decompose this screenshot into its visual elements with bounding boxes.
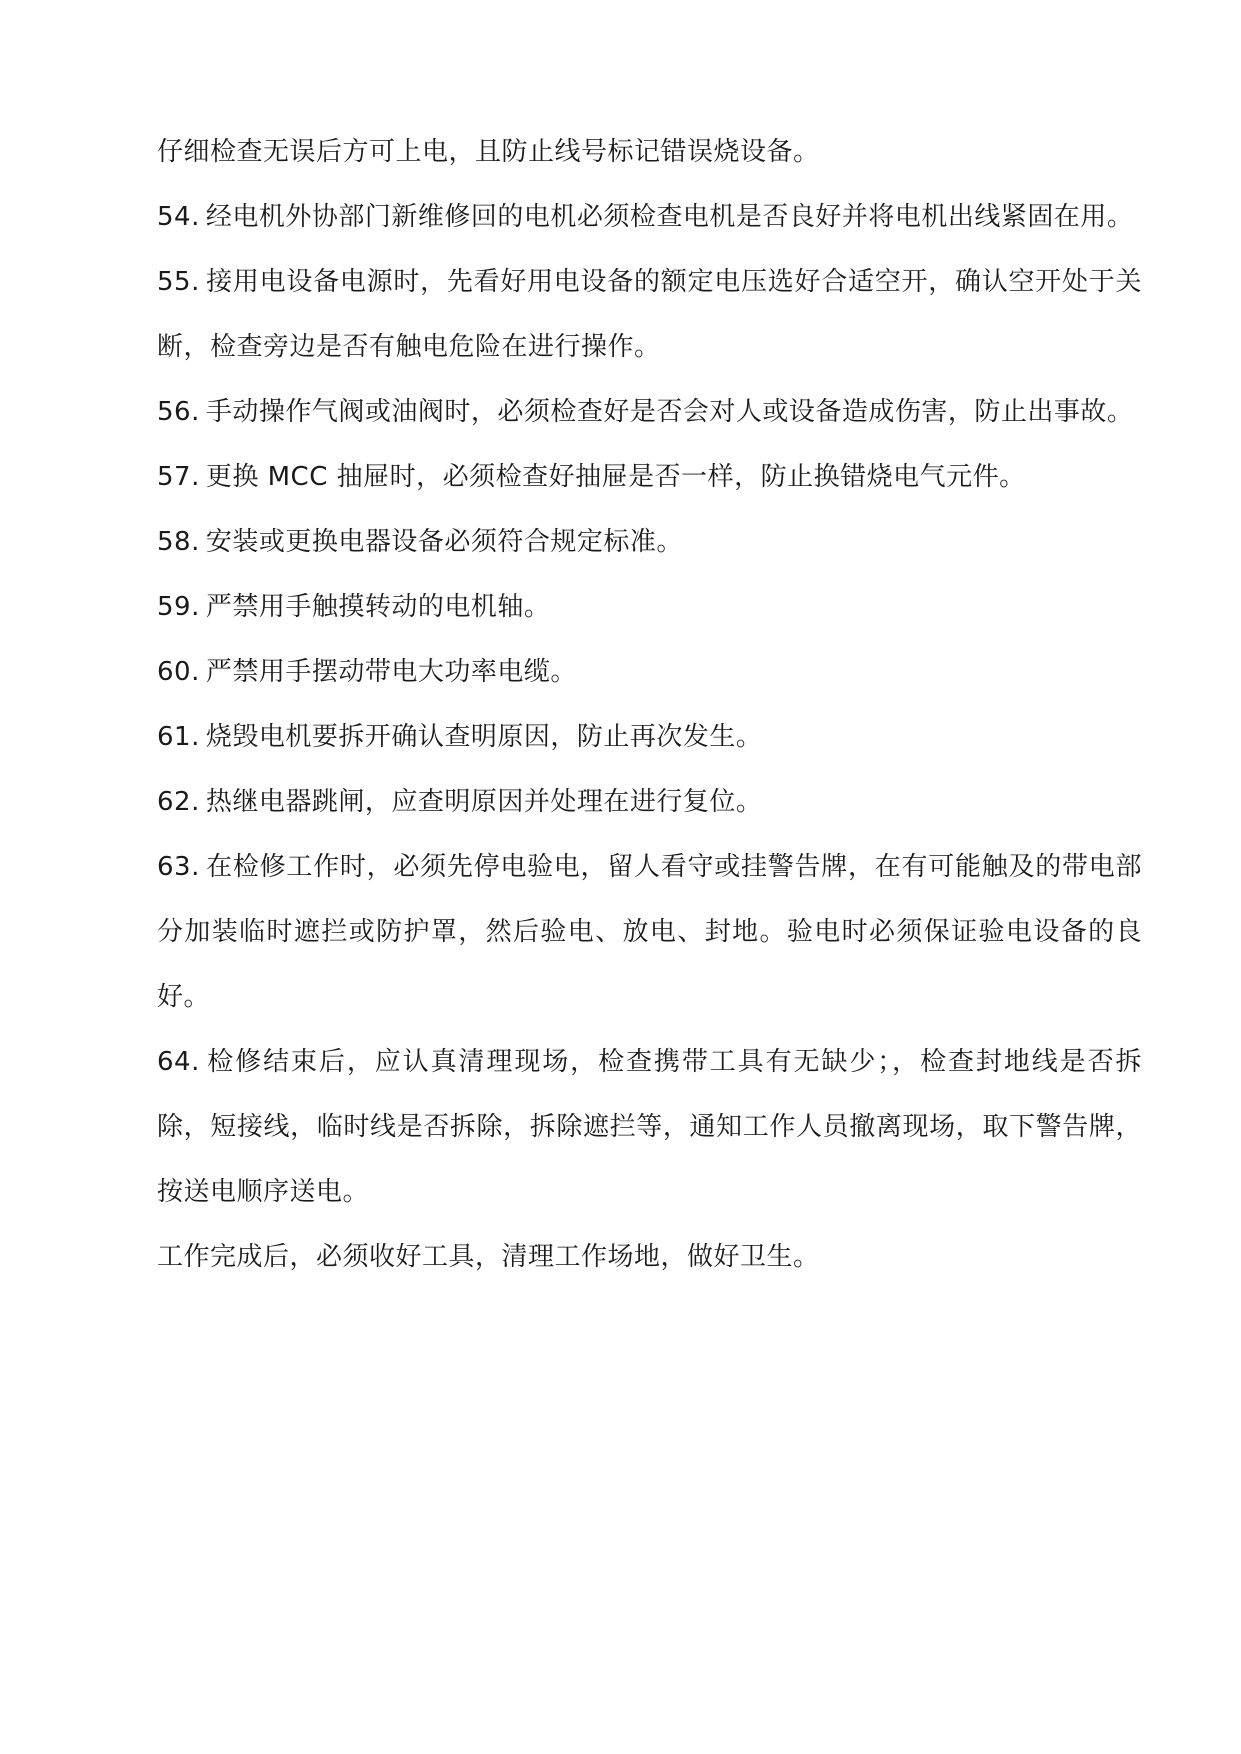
- paragraph-text: 热继电器跳闸，应查明原因并处理在进行复位。: [205, 787, 763, 817]
- paragraph-number: 62.: [157, 787, 200, 817]
- paragraph-text: 检修结束后，应认真清理现场，检查携带工具有无缺少；，检查封地线是否拆除，短接线，临时线是否拆除，拆除遮拦等，通知工作人员撤离现场，取下警告牌，按送电顺序送电。: [157, 1047, 1142, 1207]
- paragraph-text: 在检修工作时，必须先停电验电，留人看守或挂警告牌，在有可能触及的带电部分加装临时遮拦或防护罩，然后验电、放电、封地。验电时必须保证验电设备的良好。: [157, 852, 1142, 1012]
- paragraph-text: 经电机外协部门新维修回的电机必须检查电机是否良好并将电机出线紧固在用。: [205, 202, 1134, 232]
- paragraph-55: [157, 250, 1142, 380]
- paragraph-number: 60.: [157, 657, 200, 687]
- paragraph-57: [157, 445, 1142, 510]
- paragraph-closing: [157, 1225, 1142, 1290]
- paragraph-62: [157, 770, 1142, 835]
- paragraph-61: [157, 705, 1142, 770]
- paragraph-number: 58.: [157, 527, 200, 557]
- paragraph-59: [157, 575, 1142, 640]
- paragraph-text: 更换 MCC 抽屉时，必须检查好抽屉是否一样，防止换错烧电气元件。: [205, 462, 1026, 492]
- paragraph-text: 手动操作气阀或油阀时，必须检查好是否会对人或设备造成伤害，防止出事故。: [205, 397, 1134, 427]
- paragraph-number: 64.: [157, 1047, 200, 1077]
- paragraph-text: 工作完成后，必须收好工具，清理工作场地，做好卫生。: [157, 1242, 820, 1272]
- paragraph-number: 61.: [157, 722, 200, 752]
- paragraph-number: 59.: [157, 592, 200, 622]
- paragraph-number: 55.: [157, 267, 200, 297]
- document-body: [157, 120, 1142, 1290]
- paragraph-number: 63.: [157, 852, 200, 882]
- paragraph-text: 严禁用手触摸转动的电机轴。: [205, 592, 551, 622]
- paragraph-64: [157, 1030, 1142, 1225]
- paragraph-56: [157, 380, 1142, 445]
- paragraph-number: 56.: [157, 397, 200, 427]
- paragraph-63: [157, 835, 1142, 1030]
- paragraph-text: 安装或更换电器设备必须符合规定标准。: [205, 527, 683, 557]
- paragraph-60: [157, 640, 1142, 705]
- paragraph-58: [157, 510, 1142, 575]
- paragraph-continuation: [157, 120, 1142, 185]
- paragraph-number: 54.: [157, 202, 200, 232]
- paragraph-text: 仔细检查无误后方可上电，且防止线号标记错误烧设备。: [157, 137, 820, 167]
- paragraph-text: 烧毁电机要拆开确认查明原因，防止再次发生。: [205, 722, 763, 752]
- paragraph-54: [157, 185, 1142, 250]
- paragraph-number: 57.: [157, 462, 200, 492]
- paragraph-text: 严禁用手摆动带电大功率电缆。: [205, 657, 577, 687]
- paragraph-text: 接用电设备电源时，先看好用电设备的额定电压选好合适空开，确认空开处于关断，检查旁边是否有触电危险在进行操作。: [157, 267, 1142, 362]
